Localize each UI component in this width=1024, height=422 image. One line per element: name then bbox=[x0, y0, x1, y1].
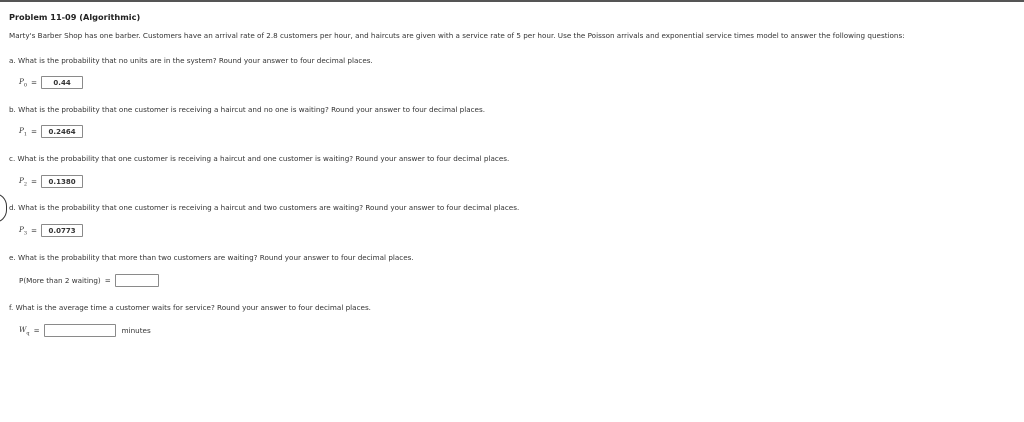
equals-sign: = bbox=[31, 177, 38, 186]
equals-sign: = bbox=[31, 226, 38, 235]
question-d: d. What is the probability that one customer is receiving a haircut and two customers are waiting? Round your answer to four decimal places. bbox=[9, 203, 520, 212]
variable-p2: $P_2$ bbox=[19, 175, 28, 188]
unit-minutes: minutes bbox=[121, 326, 151, 335]
answer-input-a[interactable]: 0.44 bbox=[41, 76, 83, 89]
answer-row-c bbox=[19, 175, 83, 188]
equals-sign: = bbox=[31, 78, 38, 87]
top-border bbox=[0, 0, 1024, 2]
answer-input-b[interactable]: 0.2464 bbox=[41, 125, 83, 138]
label-more-than-2-waiting: P(More than 2 waiting) bbox=[19, 276, 101, 285]
left-bracket-decoration bbox=[0, 193, 7, 223]
variable-wq: $W_q$ bbox=[19, 324, 30, 337]
answer-row-b bbox=[19, 125, 83, 138]
answer-input-f[interactable] bbox=[44, 324, 116, 337]
equals-sign: = bbox=[104, 276, 111, 285]
equals-sign: = bbox=[31, 127, 38, 136]
problem-title: Problem 11-09 (Algorithmic) bbox=[9, 12, 141, 22]
question-b: b. What is the probability that one customer is receiving a haircut and no one is waiting? Round your answer to four decimal places. bbox=[9, 105, 486, 114]
answer-input-e[interactable] bbox=[115, 274, 159, 287]
answer-row-a bbox=[19, 76, 83, 89]
answer-row-f bbox=[19, 324, 151, 337]
variable-p1: $P_1$ bbox=[19, 125, 28, 138]
question-f: f. What is the average time a customer waits for service? Round your answer to four decimal places. bbox=[9, 303, 371, 312]
answer-input-d[interactable]: 0.0773 bbox=[41, 224, 83, 237]
equals-sign: = bbox=[33, 326, 40, 335]
variable-p3: $P_3$ bbox=[19, 224, 28, 237]
question-c: c. What is the probability that one customer is receiving a haircut and one customer is waiting? Round your answer to four decimal places. bbox=[9, 154, 510, 163]
question-e: e. What is the probability that more than two customers are waiting? Round your answer to four decimal places. bbox=[9, 253, 414, 262]
answer-input-c[interactable]: 0.1380 bbox=[41, 175, 83, 188]
answer-row-d bbox=[19, 224, 83, 237]
answer-row-e bbox=[19, 274, 159, 287]
question-a: a. What is the probability that no units are in the system? Round your answer to four decimal places. bbox=[9, 56, 373, 65]
problem-intro: Marty's Barber Shop has one barber. Customers have an arrival rate of 2.8 customers per hour, and haircuts are given with a service rate of 5 per hour. Use the Poisson arrivals and exponential service times model to answer the following questions: bbox=[9, 31, 905, 40]
variable-p0: $P_0$ bbox=[19, 76, 28, 89]
